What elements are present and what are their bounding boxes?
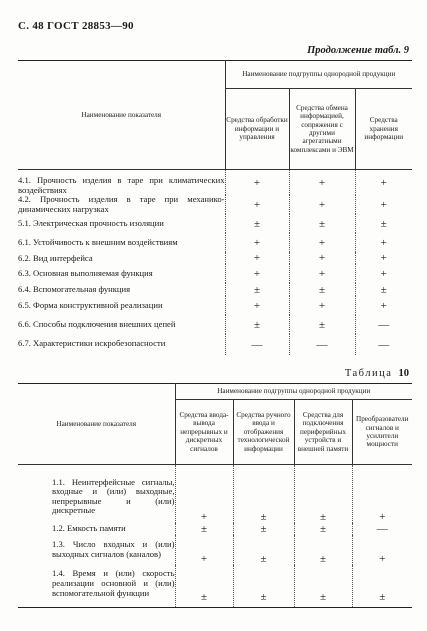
mark-cell: +	[225, 296, 289, 315]
table-row	[18, 233, 412, 252]
table-row	[18, 264, 412, 283]
mark-cell: ±	[233, 465, 294, 523]
table-row	[18, 252, 412, 264]
mark-cell: ±	[289, 315, 355, 334]
column-header: Средства для подключения периферийных устройств и внешней памяти	[294, 400, 352, 465]
mark-cell: +	[352, 465, 412, 523]
mark-cell: ±	[175, 523, 233, 535]
mark-cell: ±	[294, 535, 352, 565]
mark-cell: +	[355, 195, 412, 214]
mark-cell: +	[289, 252, 355, 264]
mark-cell: +	[352, 535, 412, 565]
mark-cell: +	[225, 195, 289, 214]
mark-cell: +	[355, 233, 412, 252]
mark-cell: ±	[225, 315, 289, 334]
mark-cell: ±	[233, 523, 294, 535]
table-row	[18, 296, 412, 315]
row-label: 6.2. Вид интерфейса	[18, 252, 93, 263]
mark-cell: ±	[294, 465, 352, 523]
mark-cell: +	[225, 233, 289, 252]
mark-cell: +	[289, 170, 355, 196]
mark-cell: +	[225, 264, 289, 283]
column-header: Средства ввода-вывода непрерывных и дискретных сигналов	[175, 400, 233, 465]
mark-cell: +	[355, 296, 412, 315]
mark-cell: +	[289, 233, 355, 252]
column-header: Средства хранения информации	[355, 89, 412, 170]
mark-cell: ±	[289, 283, 355, 296]
row-label: 4.1. Прочность изделия в таре при климатических воздействиях	[18, 175, 225, 195]
table-10-caption	[345, 368, 409, 379]
mark-cell: +	[355, 252, 412, 264]
row-label: 4.2. Прочность изделия в таре при механико-динамических нагрузках	[18, 194, 225, 214]
mark-cell: ±	[355, 283, 412, 296]
row-label: 6.1. Устойчивость к внешним воздействиям	[18, 237, 178, 248]
mark-cell: +	[289, 296, 355, 315]
mark-cell: ±	[225, 214, 289, 233]
mark-cell: +	[355, 170, 412, 196]
row-label: 1.1. Неинтерфейсные сигналы, входные и (или) выходные, непрерывные и (или) дискретные	[52, 476, 175, 516]
table-row	[18, 334, 412, 355]
mark-cell: ±	[233, 535, 294, 565]
table-row	[18, 170, 412, 196]
row-label: 6.4. Вспомогательная функция	[18, 284, 131, 295]
mark-cell: +	[355, 264, 412, 283]
table-10-caption-number: 10	[398, 368, 409, 379]
row-label: 6.3. Основная выполняемая функция	[18, 268, 153, 279]
mark-cell: ±	[225, 283, 289, 296]
mark-cell: —	[355, 315, 412, 334]
table-row	[18, 283, 412, 296]
row-label: 6.6. Способы подключения внешних цепей	[18, 319, 176, 330]
row-label: 6.7. Характеристики искробезопасности	[18, 337, 166, 348]
table-row	[18, 315, 412, 334]
mark-cell: +	[225, 170, 289, 196]
param-header: Наименование показателя	[18, 61, 225, 170]
param-header: Наименование показателя	[18, 384, 175, 465]
mark-cell: +	[289, 264, 355, 283]
mark-cell: —	[225, 334, 289, 355]
table-continuation-caption: Продолжение табл. 9	[307, 45, 409, 56]
row-label: 1.2. Емкость памяти	[52, 522, 126, 533]
row-label: 6.5. Форма конструктивной реализации	[18, 300, 163, 311]
page-header: С. 48 ГОСТ 28853—90	[18, 20, 134, 32]
table-row	[18, 535, 412, 565]
mark-cell: ±	[294, 565, 352, 608]
mark-cell: —	[355, 334, 412, 355]
mark-cell: +	[175, 535, 233, 565]
mark-cell: ±	[175, 565, 233, 608]
mark-cell: +	[175, 465, 233, 523]
table-9	[18, 60, 412, 355]
mark-cell: —	[352, 523, 412, 535]
mark-cell: +	[289, 195, 355, 214]
table-10-caption-word: Таблица	[344, 368, 393, 379]
column-header: Средства обработки информации и управления	[225, 89, 289, 170]
table-row	[18, 214, 412, 233]
column-header: Средства обмена информацией, сопряжения с другими агрегатными комплексами и ЭВМ	[289, 89, 355, 170]
table-10	[18, 383, 412, 608]
mark-cell: —	[289, 334, 355, 355]
row-label: 1.4. Время и (или) скорость реализации основной и (или) вспомогательной функции	[52, 568, 175, 598]
mark-cell: ±	[233, 565, 294, 608]
mark-cell: ±	[352, 565, 412, 608]
row-label: 5.1. Электрическая прочность изоляции	[18, 218, 164, 229]
row-label: 1.3. Число входных и (или) выходных сигналов (каналов)	[52, 538, 175, 559]
table-row	[18, 195, 412, 214]
mark-cell: ±	[355, 214, 412, 233]
mark-cell: ±	[294, 523, 352, 535]
column-header: Средства ручного ввода и отображения технологической информации	[233, 400, 294, 465]
group-header: Наименование подгруппы однородной продукции	[225, 61, 412, 89]
table-row	[18, 465, 412, 523]
group-header: Наименование подгруппы однородной продукции	[175, 384, 412, 400]
mark-cell: +	[225, 252, 289, 264]
mark-cell: ±	[289, 214, 355, 233]
column-header: Преобразователи сигналов и усилители мощности	[352, 400, 412, 465]
table-row	[18, 523, 412, 535]
table-row	[18, 565, 412, 608]
